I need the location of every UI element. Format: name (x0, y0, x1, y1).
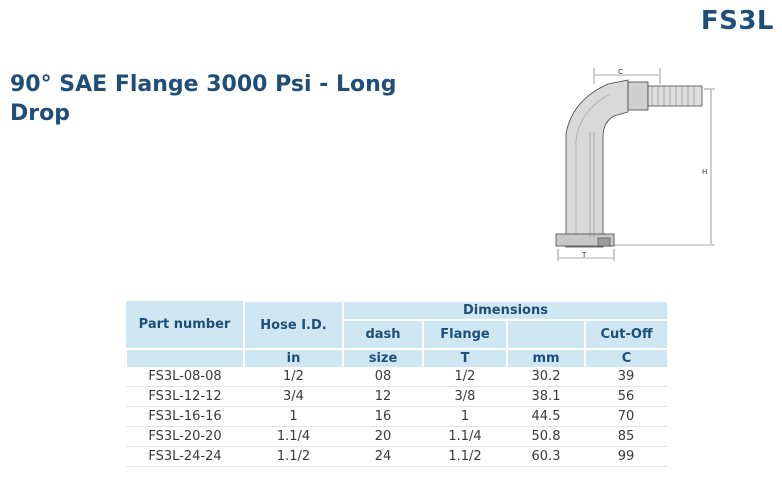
header-in: in (244, 349, 343, 367)
cell-part: FS3L-24-24 (126, 447, 244, 467)
header-mm: mm (507, 349, 585, 367)
cell-flange: 1/2 (423, 367, 507, 387)
cell-hose-in: 1.1/4 (244, 427, 343, 447)
header-blank (507, 320, 585, 349)
cell-cutoff: 99 (585, 447, 667, 467)
cell-dash: 24 (343, 447, 423, 467)
cell-hose-in: 3/4 (244, 387, 343, 407)
cell-part: FS3L-08-08 (126, 367, 244, 387)
header-c: C (585, 349, 667, 367)
cell-cutoff: 56 (585, 387, 667, 407)
cell-flange: 1 (423, 407, 507, 427)
header-part-number: Part number (126, 301, 244, 349)
cell-mm: 38.1 (507, 387, 585, 407)
page-title: 90° SAE Flange 3000 Psi - Long Drop (10, 72, 397, 126)
cell-dash: 08 (343, 367, 423, 387)
cell-hose-in: 1 (244, 407, 343, 427)
cell-mm: 50.8 (507, 427, 585, 447)
header-blank (126, 349, 244, 367)
cell-mm: 30.2 (507, 367, 585, 387)
table-row (126, 367, 667, 387)
cell-cutoff: 70 (585, 407, 667, 427)
cell-part: FS3L-20-20 (126, 427, 244, 447)
cell-mm: 60.3 (507, 447, 585, 467)
cell-flange: 1.1/2 (423, 447, 507, 467)
cell-dash: 16 (343, 407, 423, 427)
cell-dash: 12 (343, 387, 423, 407)
cell-hose-in: 1/2 (244, 367, 343, 387)
cell-cutoff: 85 (585, 427, 667, 447)
header-flange: Flange (423, 320, 507, 349)
dim-h-label: H (702, 168, 708, 176)
cell-mm: 44.5 (507, 407, 585, 427)
cell-dash: 20 (343, 427, 423, 447)
cell-part: FS3L-12-12 (126, 387, 244, 407)
cell-part: FS3L-16-16 (126, 407, 244, 427)
cell-hose-in: 1.1/2 (244, 447, 343, 467)
dim-c-label: C (618, 68, 623, 76)
header-cutoff: Cut-Off (585, 320, 667, 349)
dim-t-label: T (582, 251, 587, 259)
header-hose-id: Hose I.D. (244, 301, 343, 349)
table-row (126, 447, 667, 467)
cell-flange: 1.1/4 (423, 427, 507, 447)
cell-cutoff: 39 (585, 367, 667, 387)
cell-flange: 3/8 (423, 387, 507, 407)
header-dimensions: Dimensions (343, 301, 667, 320)
table-row (126, 427, 667, 447)
fitting-drawing (548, 62, 728, 268)
table-row (126, 387, 667, 407)
table-row (126, 407, 667, 427)
spec-table (125, 300, 667, 467)
header-size: size (343, 349, 423, 367)
header-dash: dash (343, 320, 423, 349)
product-code: FS3L (700, 6, 774, 36)
header-t: T (423, 349, 507, 367)
